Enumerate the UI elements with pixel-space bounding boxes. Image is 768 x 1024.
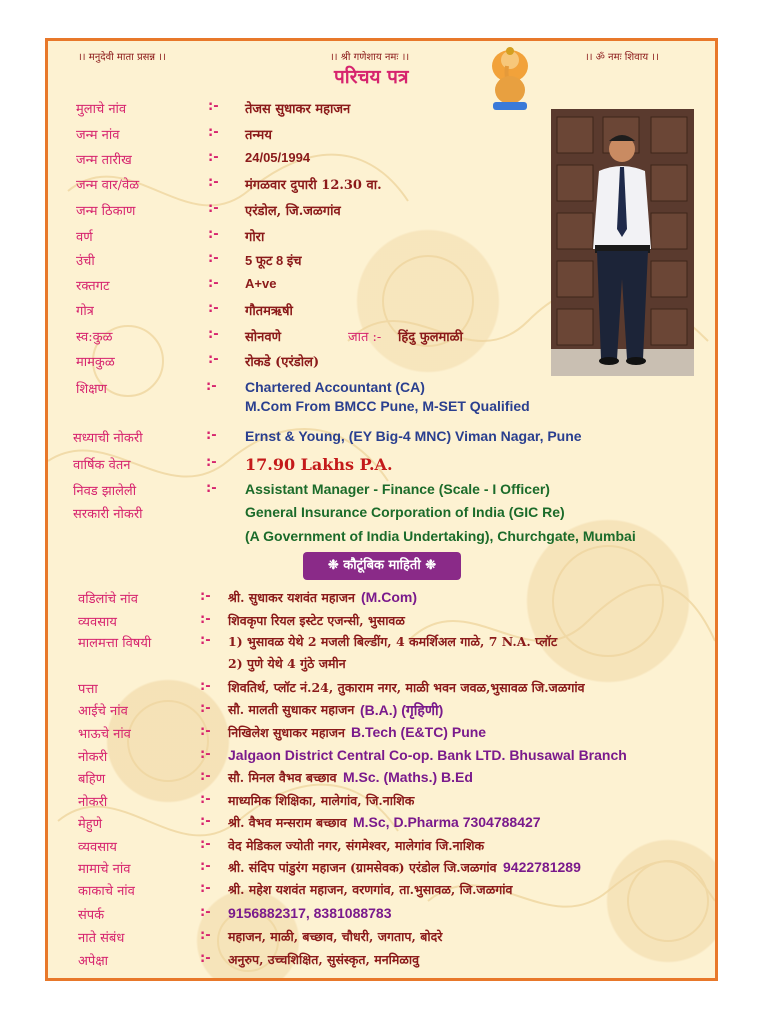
family-separator: :- <box>200 881 211 896</box>
personal-label: स्व:कुळ <box>76 330 113 345</box>
salary-value: 17.90 Lakhs P.A. <box>245 455 393 474</box>
personal-separator: :- <box>208 201 219 216</box>
family-row <box>48 881 715 901</box>
family-row <box>48 951 715 971</box>
family-value: श्री. महेश यशवंत महाजन, वरणगांव, ता.भुसावळ, जि.जळगांव <box>228 882 513 897</box>
family-label: व्यवसाय <box>78 840 117 855</box>
family-row <box>48 612 715 632</box>
personal-value: मंगळवार दुपारी 12.30 वा. <box>245 178 382 193</box>
family-separator: :- <box>200 633 211 648</box>
job-row: सध्याची नोकरी :- Ernst & Young, (EY Big-4 MNC) Viman Nagar, Pune <box>73 428 582 446</box>
personal-value: A+ve <box>245 276 277 291</box>
caste-value: हिंदु फुलमाळी <box>398 330 463 345</box>
family-separator: :- <box>200 769 211 784</box>
personal-label: वर्ण <box>76 230 93 245</box>
family-row <box>48 769 715 789</box>
family-row <box>48 679 715 699</box>
family-label: मेहुणे <box>78 817 103 832</box>
family-row <box>48 905 715 925</box>
family-value-en: M.Sc, D.Pharma 7304788427 <box>353 814 541 830</box>
personal-label: जन्म वार/वेळ <box>76 178 140 193</box>
family-label: व्यवसाय <box>78 615 117 630</box>
family-value: सौ. मालती सुधाकर महाजन <box>228 702 355 717</box>
family-row <box>48 792 715 812</box>
personal-separator: :- <box>208 99 219 114</box>
personal-separator: :- <box>208 352 219 367</box>
govt-line-1: Assistant Manager - Finance (Scale - I Officer) <box>245 481 550 497</box>
family-value: श्री. सुधाकर यशवंत महाजन <box>228 590 355 605</box>
family-label: वडिलांचे नांव <box>78 592 138 607</box>
family-separator: :- <box>200 837 211 852</box>
personal-label: मामकुळ <box>76 355 115 370</box>
govt-row-2: सरकारी नोकरी General Insurance Corporation of India (GIC Re) <box>73 504 565 522</box>
personal-value: रोकडे (एरंडोल) <box>245 355 320 370</box>
family-separator: :- <box>200 859 211 874</box>
personal-row <box>48 251 715 271</box>
family-separator: :- <box>200 679 211 694</box>
personal-separator: :- <box>208 227 219 242</box>
personal-row <box>48 201 715 221</box>
personal-separator: :- <box>208 150 219 165</box>
family-value: शिवकृपा रियल इस्टेट एजन्सी, भुसावळ <box>228 613 405 628</box>
family-value: 1) भुसावळ येथे 2 मजली बिल्डींग, 4 कमर्शिअल गाळे, 7 N.A. प्लॉट <box>228 634 558 649</box>
family-separator: :- <box>200 589 211 604</box>
govt-line-2: General Insurance Corporation of India (GIC Re) <box>245 504 565 520</box>
family-row <box>48 589 715 609</box>
family-row <box>48 859 715 879</box>
family-row <box>48 747 715 767</box>
family-label: भाऊचे नांव <box>78 727 131 742</box>
personal-value: 5 फूट 8 इंच <box>245 253 302 268</box>
page-title: परिचय पत्र <box>334 66 409 88</box>
personal-value: तन्मय <box>245 128 272 143</box>
family-value: श्री. वैभव मन्सराम बच्छाव <box>228 815 347 830</box>
personal-value: तेजस सुधाकर महाजन <box>245 102 351 117</box>
personal-value: गौतमऋषी <box>245 304 293 319</box>
family-separator: :- <box>200 951 211 966</box>
family-label: मालमत्ता विषयी <box>78 636 152 651</box>
family-value-en: Jalgaon District Central Co-op. Bank LTD. Bhusawal Branch <box>228 747 627 763</box>
family-separator: :- <box>200 724 211 739</box>
personal-row <box>48 352 715 372</box>
family-label: नोकरी <box>78 750 108 765</box>
personal-label: रक्तगट <box>76 279 110 294</box>
family-row <box>48 837 715 857</box>
personal-row <box>48 99 715 119</box>
personal-separator: :- <box>208 327 219 342</box>
govt-row-3 <box>48 528 715 548</box>
family-separator: :- <box>200 701 211 716</box>
personal-value: गोरा <box>245 230 265 245</box>
family-separator: :- <box>200 814 211 829</box>
family-value: 2) पुणे येथे 4 गुंठे जमीन <box>228 656 346 671</box>
family-label: संपर्क <box>78 908 105 923</box>
family-row <box>48 928 715 948</box>
family-label: मामाचे नांव <box>78 862 131 877</box>
personal-separator: :- <box>208 175 219 190</box>
family-value: सौ. मिनल वैभव बच्छाव <box>228 770 337 785</box>
family-label: नाते संबंध <box>78 931 125 946</box>
family-row <box>48 814 715 834</box>
family-row <box>48 701 715 721</box>
education-row-2 <box>48 398 715 418</box>
education-line-1: Chartered Accountant (CA) <box>245 379 425 395</box>
family-separator: :- <box>200 612 211 627</box>
family-value-en: B.Tech (E&TC) Pune <box>351 724 487 740</box>
family-value: वेद मेडिकल ज्योती नगर, संगमेश्वर, मालेगांव जि.नाशिक <box>228 838 485 853</box>
family-separator: :- <box>200 747 211 762</box>
personal-label: जन्म ठिकाण <box>76 204 136 219</box>
right-blessing: ।। ॐ नमः शिवाय ।। <box>585 52 659 63</box>
family-separator: :- <box>200 792 211 807</box>
family-label: बहिण <box>78 772 106 787</box>
family-value: निखिलेश सुधाकर महाजन <box>228 725 345 740</box>
family-row <box>48 633 715 653</box>
personal-label: उंची <box>76 254 95 269</box>
family-value-en: (B.A.) (गृहिणी) <box>360 702 444 718</box>
biodata-card <box>45 38 718 981</box>
left-blessing: ।। मनुदेवी माता प्रसन्न ।। <box>78 52 166 63</box>
family-separator: :- <box>200 905 211 920</box>
family-value: महाजन, माळी, बच्छाव, चौधरी, जगताप, बोदरे <box>228 929 443 944</box>
personal-label: जन्म तारीख <box>76 153 132 168</box>
family-value-en: (M.Com) <box>361 589 417 605</box>
family-label: पत्ता <box>78 682 98 697</box>
personal-label: गोत्र <box>76 304 94 319</box>
personal-row <box>48 301 715 321</box>
job-value: Ernst & Young, (EY Big-4 MNC) Viman Nagar, Pune <box>245 428 582 444</box>
family-value-en: 9156882317, 8381088783 <box>228 905 392 921</box>
center-blessing: ।। श्री गणेशाय नमः ।। <box>330 52 410 63</box>
personal-separator: :- <box>208 125 219 140</box>
family-value: अनुरुप, उच्चशिक्षित, सुसंस्कृत, मनमिळावु <box>228 952 420 967</box>
personal-row <box>48 125 715 145</box>
personal-label: मुलाचे नांव <box>76 102 127 117</box>
personal-row <box>48 276 715 296</box>
personal-row <box>48 327 715 347</box>
personal-value: 24/05/1994 <box>245 150 311 165</box>
family-value: शिवतिर्थ, प्लॉट नं.24, तुकाराम नगर, माळी भवन जवळ,भुसावळ जि.जळगांव <box>228 680 585 695</box>
personal-separator: :- <box>208 276 219 291</box>
personal-row <box>48 175 715 195</box>
family-label: अपेक्षा <box>78 954 109 969</box>
personal-value: सोनवणे <box>245 330 281 345</box>
personal-separator: :- <box>208 251 219 266</box>
family-label: काकाचे नांव <box>78 884 135 899</box>
family-row <box>48 724 715 744</box>
family-value-en: M.Sc. (Maths.) B.Ed <box>343 769 473 785</box>
family-label: नोकरी <box>78 795 108 810</box>
personal-label: जन्म नांव <box>76 128 120 143</box>
personal-value: एरंडोल, जि.जळगांव <box>245 204 341 219</box>
salary-row: वार्षिक वेतन :- 17.90 Lakhs P.A. <box>73 455 393 474</box>
personal-row <box>48 227 715 247</box>
caste-label: जात :- <box>348 330 382 345</box>
family-value: माध्यमिक शिक्षिका, मालेगांव, जि.नाशिक <box>228 793 415 808</box>
personal-row <box>48 150 715 170</box>
govt-row-1: निवड झालेली :- Assistant Manager - Finance (Scale - I Officer) <box>73 481 550 499</box>
family-section-header: ❉ कौटूंबिक माहिती ❉ <box>303 552 461 580</box>
family-value: श्री. संदिप पांडुरंग महाजन (ग्रामसेवक) एरंडोल जि.जळगांव <box>228 860 497 875</box>
education-row: शिक्षण :- Chartered Accountant (CA) <box>76 379 425 397</box>
personal-separator: :- <box>208 301 219 316</box>
govt-line-3: (A Government of India Undertaking), Churchgate, Mumbai <box>245 528 636 544</box>
family-separator: :- <box>200 928 211 943</box>
family-row <box>48 655 715 675</box>
family-value-en: 9422781289 <box>503 859 581 875</box>
education-line-2: M.Com From BMCC Pune, M-SET Qualified <box>245 398 530 414</box>
family-label: आईचे नांव <box>78 704 128 719</box>
